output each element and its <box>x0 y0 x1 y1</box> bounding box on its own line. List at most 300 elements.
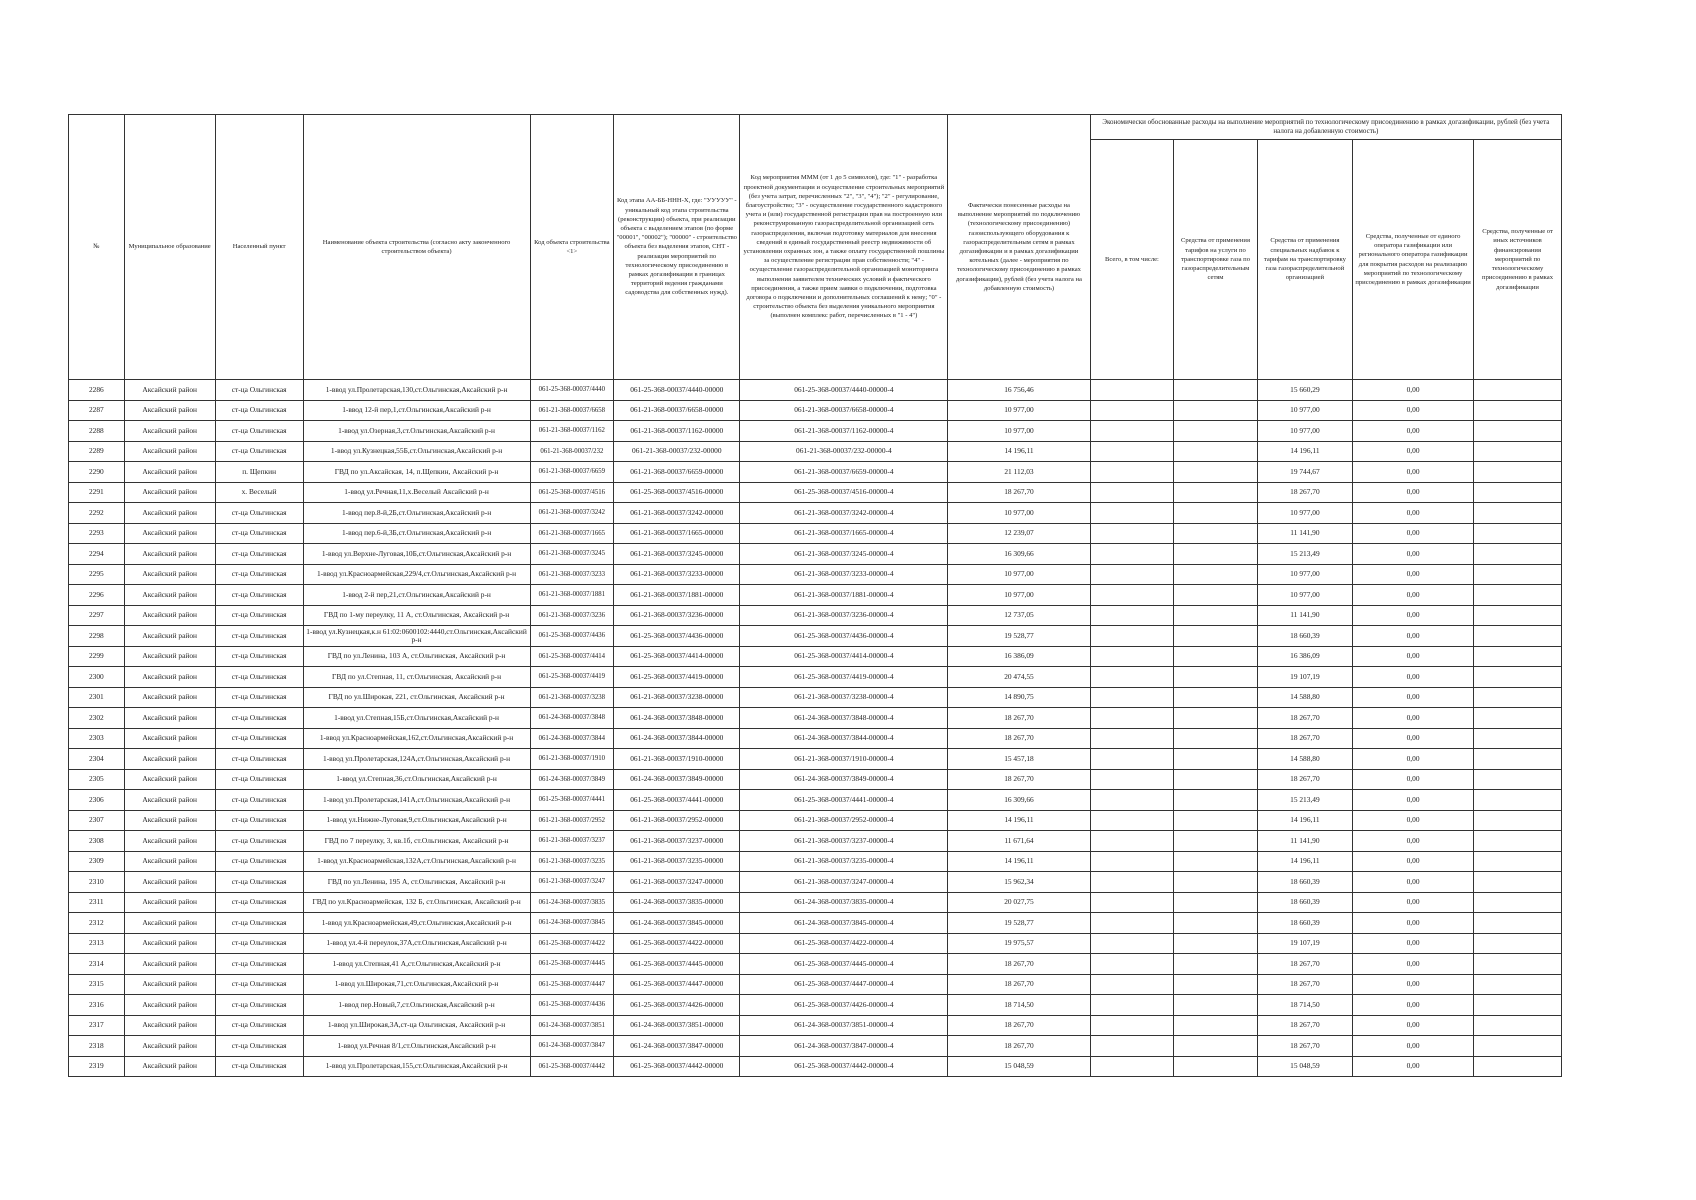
cell-single-operator: 0,00 <box>1353 892 1474 913</box>
cell-object-code: 061-24-368-00037/3849 <box>530 769 614 790</box>
table-row <box>69 626 1562 647</box>
cell-other-sources <box>1474 1036 1562 1057</box>
cell-event-code: 061-21-368-00037/2952-00000-4 <box>740 810 948 831</box>
cell-single-operator: 0,00 <box>1353 728 1474 749</box>
cell-total <box>1090 974 1174 995</box>
cell-stage-code: 061-21-368-00037/6659-00000 <box>614 462 740 483</box>
cell-object-name: 1-ввод ул.Пролетарская,141А,ст.Ольгинская,Аксайский р-н <box>303 790 530 811</box>
cell-event-code: 061-24-368-00037/3835-00000-4 <box>740 892 948 913</box>
cell-total <box>1090 995 1174 1016</box>
cell-settlement: ст-ца Ольгинская <box>215 564 303 585</box>
cell-stage-code: 061-21-368-00037/3242-00000 <box>614 503 740 524</box>
cell-num: 2297 <box>69 605 125 626</box>
table-row <box>69 933 1562 954</box>
cell-total <box>1090 933 1174 954</box>
cell-stage-code: 061-25-368-00037/4441-00000 <box>614 790 740 811</box>
cell-special-surcharge: 10 977,00 <box>1257 585 1352 606</box>
cell-tariff-transport <box>1174 892 1258 913</box>
cell-num: 2298 <box>69 626 125 647</box>
table-row <box>69 769 1562 790</box>
cell-actual-cost: 11 671,64 <box>948 831 1090 852</box>
cell-actual-cost: 15 048,59 <box>948 1056 1090 1077</box>
cell-single-operator: 0,00 <box>1353 626 1474 647</box>
cell-object-name: 1-ввод ул.4-й переулок,37А,ст.Ольгинская,Аксайский р-н <box>303 933 530 954</box>
cell-other-sources <box>1474 1056 1562 1077</box>
cell-stage-code: 061-24-368-00037/3851-00000 <box>614 1015 740 1036</box>
cell-single-operator: 0,00 <box>1353 831 1474 852</box>
cell-object-code: 061-25-368-00037/4447 <box>530 974 614 995</box>
cell-single-operator: 0,00 <box>1353 400 1474 421</box>
cell-municipality: Аксайский район <box>124 851 215 872</box>
cell-settlement: ст-ца Ольгинская <box>215 810 303 831</box>
cell-tariff-transport <box>1174 605 1258 626</box>
cell-object-code: 061-21-368-00037/232 <box>530 441 614 462</box>
cell-single-operator: 0,00 <box>1353 974 1474 995</box>
cell-num: 2288 <box>69 421 125 442</box>
cell-event-code: 061-21-368-00037/1162-00000-4 <box>740 421 948 442</box>
cell-municipality: Аксайский район <box>124 708 215 729</box>
cell-single-operator: 0,00 <box>1353 913 1474 934</box>
cell-municipality: Аксайский район <box>124 605 215 626</box>
cell-municipality: Аксайский район <box>124 954 215 975</box>
cell-municipality: Аксайский район <box>124 872 215 893</box>
cell-object-name: ГВД по 7 переулку, 3, кв.1б, ст.Ольгинская, Аксайский р-н <box>303 831 530 852</box>
cell-stage-code: 061-25-368-00037/4445-00000 <box>614 954 740 975</box>
cell-object-code: 061-25-368-00037/4442 <box>530 1056 614 1077</box>
cell-num: 2315 <box>69 974 125 995</box>
cell-tariff-transport <box>1174 974 1258 995</box>
cell-stage-code: 061-21-368-00037/3235-00000 <box>614 851 740 872</box>
cell-actual-cost: 18 714,50 <box>948 995 1090 1016</box>
cell-single-operator: 0,00 <box>1353 482 1474 503</box>
cell-object-code: 061-24-368-00037/3844 <box>530 728 614 749</box>
cell-tariff-transport <box>1174 400 1258 421</box>
cell-single-operator: 0,00 <box>1353 790 1474 811</box>
cell-municipality: Аксайский район <box>124 769 215 790</box>
cell-special-surcharge: 15 660,29 <box>1257 380 1352 401</box>
cell-object-name: 1-ввод ул.Кузнецкая,55Б,ст.Ольгинская,Аксайский р-н <box>303 441 530 462</box>
cell-other-sources <box>1474 462 1562 483</box>
cell-settlement: ст-ца Ольгинская <box>215 728 303 749</box>
cell-tariff-transport <box>1174 667 1258 688</box>
cell-stage-code: 061-25-368-00037/4414-00000 <box>614 646 740 667</box>
cell-tariff-transport <box>1174 851 1258 872</box>
cell-stage-code: 061-21-368-00037/1910-00000 <box>614 749 740 770</box>
table-body <box>69 380 1562 1077</box>
cell-special-surcharge: 14 196,11 <box>1257 810 1352 831</box>
cell-num: 2292 <box>69 503 125 524</box>
cell-object-code: 061-21-368-00037/3233 <box>530 564 614 585</box>
cell-municipality: Аксайский район <box>124 1036 215 1057</box>
table-row <box>69 995 1562 1016</box>
cell-stage-code: 061-25-368-00037/4440-00000 <box>614 380 740 401</box>
cell-actual-cost: 12 737,05 <box>948 605 1090 626</box>
cell-object-name: 1-ввод ул.Широкая,3А,ст-ца Ольгинская, Аксайский р-н <box>303 1015 530 1036</box>
cell-num: 2299 <box>69 646 125 667</box>
cell-actual-cost: 20 027,75 <box>948 892 1090 913</box>
cell-object-code: 061-21-368-00037/1881 <box>530 585 614 606</box>
cell-object-name: ГВД по ул.Ленина, 195 А, ст.Ольгинская, Аксайский р-н <box>303 872 530 893</box>
cell-settlement: ст-ца Ольгинская <box>215 872 303 893</box>
table-row <box>69 810 1562 831</box>
cell-actual-cost: 18 267,70 <box>948 482 1090 503</box>
cell-total <box>1090 585 1174 606</box>
table-row <box>69 954 1562 975</box>
cell-actual-cost: 20 474,55 <box>948 667 1090 688</box>
cell-actual-cost: 14 890,75 <box>948 687 1090 708</box>
cell-single-operator: 0,00 <box>1353 1015 1474 1036</box>
cell-object-name: 1-ввод ул.Красноармейская,132А,ст.Ольгинская,Аксайский р-н <box>303 851 530 872</box>
cell-single-operator: 0,00 <box>1353 1036 1474 1057</box>
cell-object-name: ГВД по 1-му переулку, 11 А, ст.Ольгинская, Аксайский р-н <box>303 605 530 626</box>
cell-special-surcharge: 10 977,00 <box>1257 421 1352 442</box>
cell-num: 2313 <box>69 933 125 954</box>
cell-object-code: 061-21-368-00037/3242 <box>530 503 614 524</box>
cell-object-name: 1-ввод 12-й пер,1,ст.Ольгинская,Аксайский р-н <box>303 400 530 421</box>
cell-total <box>1090 1036 1174 1057</box>
cell-actual-cost: 18 267,70 <box>948 1015 1090 1036</box>
cell-special-surcharge: 19 107,19 <box>1257 933 1352 954</box>
cell-event-code: 061-24-368-00037/3848-00000-4 <box>740 708 948 729</box>
cell-other-sources <box>1474 646 1562 667</box>
cell-object-code: 061-21-368-00037/6658 <box>530 400 614 421</box>
cell-tariff-transport <box>1174 933 1258 954</box>
cell-event-code: 061-21-368-00037/232-00000-4 <box>740 441 948 462</box>
cell-actual-cost: 14 196,11 <box>948 851 1090 872</box>
cell-settlement: ст-ца Ольгинская <box>215 646 303 667</box>
cell-single-operator: 0,00 <box>1353 585 1474 606</box>
cell-single-operator: 0,00 <box>1353 441 1474 462</box>
cell-event-code: 061-21-368-00037/3238-00000-4 <box>740 687 948 708</box>
cell-tariff-transport <box>1174 1036 1258 1057</box>
cell-single-operator: 0,00 <box>1353 544 1474 565</box>
cell-event-code: 061-25-368-00037/4440-00000-4 <box>740 380 948 401</box>
cell-tariff-transport <box>1174 626 1258 647</box>
cell-tariff-transport <box>1174 462 1258 483</box>
cell-object-name: 1-ввод ул.Речная 8/1,ст.Ольгинская,Аксайский р-н <box>303 1036 530 1057</box>
table-row <box>69 749 1562 770</box>
table-row <box>69 728 1562 749</box>
cell-actual-cost: 15 962,34 <box>948 872 1090 893</box>
table-row <box>69 974 1562 995</box>
header-municipality: Муниципальное образование <box>124 115 215 380</box>
cell-municipality: Аксайский район <box>124 441 215 462</box>
cell-special-surcharge: 11 141,90 <box>1257 605 1352 626</box>
cell-municipality: Аксайский район <box>124 687 215 708</box>
cell-event-code: 061-21-368-00037/3245-00000-4 <box>740 544 948 565</box>
cell-event-code: 061-21-368-00037/6659-00000-4 <box>740 462 948 483</box>
cell-settlement: ст-ца Ольгинская <box>215 441 303 462</box>
cell-actual-cost: 15 457,18 <box>948 749 1090 770</box>
header-tariff-transport: Средства от применения тарифов на услуги по транспортировке газа по газораспределительным сетям <box>1174 140 1258 380</box>
cell-special-surcharge: 18 660,39 <box>1257 626 1352 647</box>
cell-settlement: ст-ца Ольгинская <box>215 400 303 421</box>
cell-object-name: ГВД по ул.Степная, 11, ст.Ольгинская, Аксайский р-н <box>303 667 530 688</box>
cell-actual-cost: 19 975,57 <box>948 933 1090 954</box>
cell-num: 2308 <box>69 831 125 852</box>
cell-num: 2304 <box>69 749 125 770</box>
cell-special-surcharge: 18 267,70 <box>1257 769 1352 790</box>
cell-total <box>1090 626 1174 647</box>
cell-settlement: ст-ца Ольгинская <box>215 892 303 913</box>
cell-municipality: Аксайский район <box>124 523 215 544</box>
cell-other-sources <box>1474 769 1562 790</box>
cell-municipality: Аксайский район <box>124 380 215 401</box>
cell-tariff-transport <box>1174 1015 1258 1036</box>
cell-tariff-transport <box>1174 564 1258 585</box>
header-num: № <box>69 115 125 380</box>
cell-event-code: 061-21-368-00037/6658-00000-4 <box>740 400 948 421</box>
cell-other-sources <box>1474 954 1562 975</box>
header-object-code: Код объекта строительства <1> <box>530 115 614 380</box>
cell-other-sources <box>1474 892 1562 913</box>
cell-stage-code: 061-24-368-00037/3847-00000 <box>614 1036 740 1057</box>
cell-special-surcharge: 18 267,70 <box>1257 482 1352 503</box>
cell-num: 2302 <box>69 708 125 729</box>
cell-special-surcharge: 11 141,90 <box>1257 831 1352 852</box>
cell-municipality: Аксайский район <box>124 462 215 483</box>
cell-num: 2309 <box>69 851 125 872</box>
cell-municipality: Аксайский район <box>124 646 215 667</box>
cell-other-sources <box>1474 810 1562 831</box>
cell-special-surcharge: 15 213,49 <box>1257 790 1352 811</box>
cell-single-operator: 0,00 <box>1353 1056 1474 1077</box>
cell-object-code: 061-25-368-00037/4414 <box>530 646 614 667</box>
cell-special-surcharge: 18 267,70 <box>1257 708 1352 729</box>
header-single-operator: Средства, полученные от единого оператора газификации или регионального оператора газификации для покрытия расходов на реализацию мероприятий по технологическому присоединению в рамках догазификации <box>1353 140 1474 380</box>
cell-single-operator: 0,00 <box>1353 667 1474 688</box>
cell-municipality: Аксайский район <box>124 728 215 749</box>
cell-municipality: Аксайский район <box>124 585 215 606</box>
cell-object-name: 1-ввод 2-й пер,21,ст.Ольгинская,Аксайский р-н <box>303 585 530 606</box>
cell-other-sources <box>1474 626 1562 647</box>
cell-special-surcharge: 15 048,59 <box>1257 1056 1352 1077</box>
cell-total <box>1090 687 1174 708</box>
cell-municipality: Аксайский район <box>124 400 215 421</box>
cell-settlement: ст-ца Ольгинская <box>215 667 303 688</box>
table-row <box>69 831 1562 852</box>
cell-other-sources <box>1474 933 1562 954</box>
cell-settlement: ст-ца Ольгинская <box>215 851 303 872</box>
cell-municipality: Аксайский район <box>124 1056 215 1077</box>
cell-stage-code: 061-21-368-00037/6658-00000 <box>614 400 740 421</box>
cell-object-code: 061-24-368-00037/3851 <box>530 1015 614 1036</box>
cell-actual-cost: 19 528,77 <box>948 626 1090 647</box>
cell-special-surcharge: 18 714,50 <box>1257 995 1352 1016</box>
cell-special-surcharge: 18 267,70 <box>1257 728 1352 749</box>
cell-settlement: ст-ца Ольгинская <box>215 544 303 565</box>
cell-object-name: 1-ввод ул.Нижне-Луговая,9,ст.Ольгинская,Аксайский р-н <box>303 810 530 831</box>
cell-other-sources <box>1474 728 1562 749</box>
cell-event-code: 061-21-368-00037/3233-00000-4 <box>740 564 948 585</box>
table-row <box>69 851 1562 872</box>
cell-municipality: Аксайский район <box>124 421 215 442</box>
table-row <box>69 1056 1562 1077</box>
cell-num: 2293 <box>69 523 125 544</box>
cell-object-code: 061-24-368-00037/3847 <box>530 1036 614 1057</box>
cell-total <box>1090 872 1174 893</box>
cell-actual-cost: 14 196,11 <box>948 810 1090 831</box>
cell-object-name: 1-ввод ул.Пролетарская,124А,ст.Ольгинская,Аксайский р-н <box>303 749 530 770</box>
cell-actual-cost: 10 977,00 <box>948 585 1090 606</box>
cell-actual-cost: 10 977,00 <box>948 564 1090 585</box>
cell-stage-code: 061-21-368-00037/232-00000 <box>614 441 740 462</box>
cell-other-sources <box>1474 872 1562 893</box>
cell-stage-code: 061-25-368-00037/4422-00000 <box>614 933 740 954</box>
cell-settlement: ст-ца Ольгинская <box>215 523 303 544</box>
cell-stage-code: 061-21-368-00037/3247-00000 <box>614 872 740 893</box>
cell-special-surcharge: 18 660,39 <box>1257 913 1352 934</box>
cell-tariff-transport <box>1174 913 1258 934</box>
cell-tariff-transport <box>1174 482 1258 503</box>
cell-other-sources <box>1474 482 1562 503</box>
cell-object-code: 061-21-368-00037/1665 <box>530 523 614 544</box>
cell-municipality: Аксайский район <box>124 933 215 954</box>
cell-municipality: Аксайский район <box>124 503 215 524</box>
cell-total <box>1090 380 1174 401</box>
cell-other-sources <box>1474 687 1562 708</box>
cell-other-sources <box>1474 790 1562 811</box>
cell-num: 2296 <box>69 585 125 606</box>
cell-event-code: 061-25-368-00037/4441-00000-4 <box>740 790 948 811</box>
data-table <box>68 114 1562 1077</box>
cell-municipality: Аксайский район <box>124 892 215 913</box>
header-object-name: Наименование объекта строительства (согласно акту законченного строительством объекта) <box>303 115 530 380</box>
cell-municipality: Аксайский район <box>124 564 215 585</box>
table-row <box>69 564 1562 585</box>
cell-stage-code: 061-24-368-00037/3849-00000 <box>614 769 740 790</box>
cell-event-code: 061-21-368-00037/3237-00000-4 <box>740 831 948 852</box>
cell-actual-cost: 16 386,09 <box>948 646 1090 667</box>
cell-object-code: 061-24-368-00037/3835 <box>530 892 614 913</box>
cell-object-name: 1-ввод ул.Степная,15Б,ст.Ольгинская,Аксайский р-н <box>303 708 530 729</box>
cell-actual-cost: 10 977,00 <box>948 400 1090 421</box>
cell-total <box>1090 913 1174 934</box>
cell-tariff-transport <box>1174 523 1258 544</box>
cell-tariff-transport <box>1174 441 1258 462</box>
cell-object-code: 061-21-368-00037/3236 <box>530 605 614 626</box>
header-settlement: Населенный пункт <box>215 115 303 380</box>
cell-tariff-transport <box>1174 995 1258 1016</box>
table-row <box>69 482 1562 503</box>
cell-stage-code: 061-21-368-00037/3237-00000 <box>614 831 740 852</box>
cell-object-code: 061-25-368-00037/4436 <box>530 995 614 1016</box>
cell-actual-cost: 16 309,66 <box>948 544 1090 565</box>
cell-municipality: Аксайский район <box>124 974 215 995</box>
cell-settlement: ст-ца Ольгинская <box>215 913 303 934</box>
cell-event-code: 061-21-368-00037/3235-00000-4 <box>740 851 948 872</box>
cell-settlement: ст-ца Ольгинская <box>215 1056 303 1077</box>
cell-other-sources <box>1474 1015 1562 1036</box>
cell-object-name: 1-ввод пер.8-й,2Б,ст.Ольгинская,Аксайский р-н <box>303 503 530 524</box>
cell-stage-code: 061-25-368-00037/4447-00000 <box>614 974 740 995</box>
cell-settlement: ст-ца Ольгинская <box>215 585 303 606</box>
cell-object-code: 061-21-368-00037/6659 <box>530 462 614 483</box>
cell-single-operator: 0,00 <box>1353 462 1474 483</box>
cell-other-sources <box>1474 667 1562 688</box>
table-header <box>69 115 1562 380</box>
cell-num: 2300 <box>69 667 125 688</box>
cell-total <box>1090 605 1174 626</box>
cell-settlement: ст-ца Ольгинская <box>215 1015 303 1036</box>
cell-stage-code: 061-24-368-00037/3848-00000 <box>614 708 740 729</box>
cell-object-name: ГВД по ул.Широкая, 221, ст.Ольгинская, Аксайский р-н <box>303 687 530 708</box>
cell-actual-cost: 10 977,00 <box>948 421 1090 442</box>
cell-object-name: 1-ввод ул.Озерная,3,ст.Ольгинская,Аксайский р-н <box>303 421 530 442</box>
cell-object-code: 061-21-368-00037/3237 <box>530 831 614 852</box>
cell-other-sources <box>1474 708 1562 729</box>
cell-event-code: 061-25-368-00037/4516-00000-4 <box>740 482 948 503</box>
cell-tariff-transport <box>1174 708 1258 729</box>
cell-other-sources <box>1474 995 1562 1016</box>
cell-other-sources <box>1474 831 1562 852</box>
cell-object-name: 1-ввод ул.Степная,41 А,ст.Ольгинская,Аксайский р-н <box>303 954 530 975</box>
cell-num: 2318 <box>69 1036 125 1057</box>
cell-single-operator: 0,00 <box>1353 810 1474 831</box>
cell-settlement: ст-ца Ольгинская <box>215 605 303 626</box>
cell-stage-code: 061-21-368-00037/3245-00000 <box>614 544 740 565</box>
cell-num: 2286 <box>69 380 125 401</box>
cell-tariff-transport <box>1174 585 1258 606</box>
cell-object-code: 061-25-368-00037/4436 <box>530 626 614 647</box>
cell-single-operator: 0,00 <box>1353 708 1474 729</box>
cell-single-operator: 0,00 <box>1353 380 1474 401</box>
cell-other-sources <box>1474 974 1562 995</box>
cell-special-surcharge: 14 196,11 <box>1257 851 1352 872</box>
cell-other-sources <box>1474 749 1562 770</box>
cell-num: 2307 <box>69 810 125 831</box>
cell-total <box>1090 462 1174 483</box>
cell-special-surcharge: 10 977,00 <box>1257 564 1352 585</box>
cell-event-code: 061-25-368-00037/4414-00000-4 <box>740 646 948 667</box>
cell-event-code: 061-25-368-00037/4436-00000-4 <box>740 626 948 647</box>
cell-num: 2291 <box>69 482 125 503</box>
cell-tariff-transport <box>1174 728 1258 749</box>
header-actual-costs: Фактически понесенные расходы на выполнение мероприятий по подключению (технологическому присоединению) газоиспользующего оборудования к газораспределительным сетям в рамках догазификации и в рамках догазификации котельных (далее - мероприятия по технологическому присоединению в рамках догазификации), рублей (без учета налога на добавленную стоимость) <box>948 115 1090 380</box>
cell-single-operator: 0,00 <box>1353 687 1474 708</box>
cell-actual-cost: 19 528,77 <box>948 913 1090 934</box>
header-special-surcharge: Средства от применения специальных надбавок к тарифам на транспортировку газа газораспределительной организацией <box>1257 140 1352 380</box>
cell-event-code: 061-25-368-00037/4447-00000-4 <box>740 974 948 995</box>
cell-actual-cost: 18 267,70 <box>948 1036 1090 1057</box>
header-total: Всего, в том числе: <box>1090 140 1174 380</box>
cell-stage-code: 061-21-368-00037/3233-00000 <box>614 564 740 585</box>
cell-event-code: 061-21-368-00037/1881-00000-4 <box>740 585 948 606</box>
cell-stage-code: 061-25-368-00037/4442-00000 <box>614 1056 740 1077</box>
cell-num: 2319 <box>69 1056 125 1077</box>
cell-num: 2305 <box>69 769 125 790</box>
cell-object-code: 061-21-368-00037/3245 <box>530 544 614 565</box>
cell-object-code: 061-21-368-00037/3238 <box>530 687 614 708</box>
cell-total <box>1090 954 1174 975</box>
cell-event-code: 061-21-368-00037/1665-00000-4 <box>740 523 948 544</box>
cell-total <box>1090 769 1174 790</box>
cell-municipality: Аксайский район <box>124 831 215 852</box>
cell-tariff-transport <box>1174 687 1258 708</box>
table-row <box>69 646 1562 667</box>
cell-other-sources <box>1474 380 1562 401</box>
cell-object-code: 061-25-368-00037/4516 <box>530 482 614 503</box>
table-row <box>69 790 1562 811</box>
table-row <box>69 1015 1562 1036</box>
table-row <box>69 872 1562 893</box>
cell-total <box>1090 646 1174 667</box>
cell-actual-cost: 21 112,03 <box>948 462 1090 483</box>
cell-num: 2310 <box>69 872 125 893</box>
cell-municipality: Аксайский район <box>124 995 215 1016</box>
cell-stage-code: 061-21-368-00037/3238-00000 <box>614 687 740 708</box>
cell-event-code: 061-21-368-00037/1910-00000-4 <box>740 749 948 770</box>
